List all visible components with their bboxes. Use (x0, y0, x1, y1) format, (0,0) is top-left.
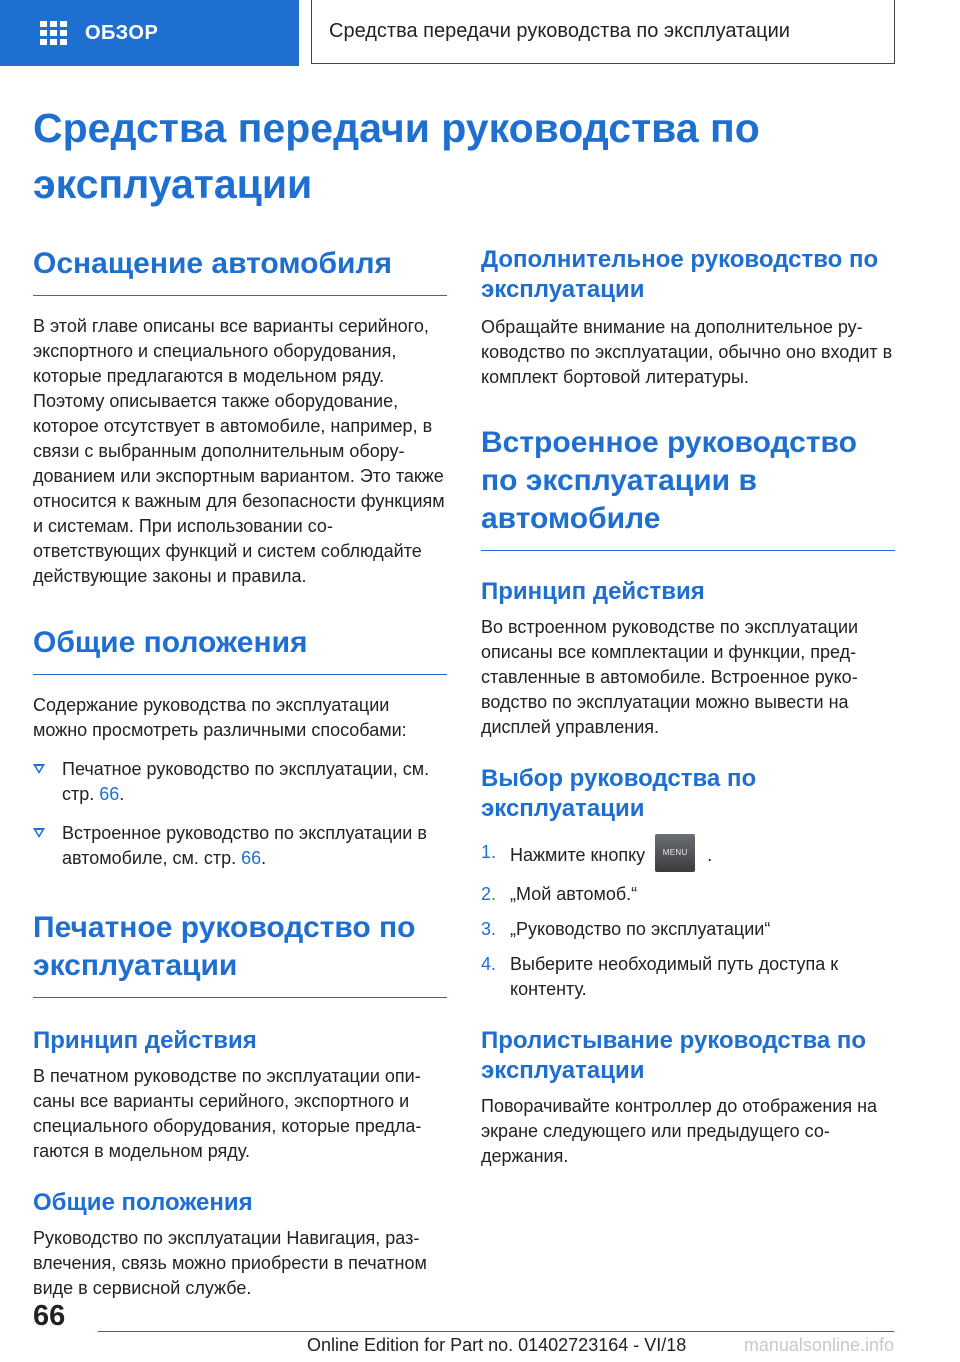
page-title: Средства передачи руководства по эксплуатации (33, 105, 760, 207)
paragraph-scroll-manual: Поворачивайте контроллер до отображения на экране следующего или предыдущего содержания. (481, 1096, 878, 1166)
step-item (481, 882, 895, 907)
heading-general-2: Общие положения (33, 1189, 253, 1216)
paragraph-principle-right: Во встроенном руководстве по эксплуатации описаны все комплектации и функции, представленные в автомобиле. Встроенное руководство по эксплуатации можно вывести на дисплей управления. (481, 617, 859, 737)
heading-principle-right: Принцип действия (481, 578, 705, 605)
heading-scroll-manual: Пролистывание руководства по эксплуатации (481, 1027, 867, 1084)
bullet-text: Печатное руководство по эксплуатации, см. стр. (62, 759, 430, 804)
footer-edition: Online Edition for Part no. 01402723164 - VI/18 (307, 1335, 687, 1355)
step-suffix: . (707, 844, 713, 865)
step-item (481, 840, 895, 872)
heading-integrated-manual: Встроенное руководство по эксплуатации в автомобиле (481, 424, 895, 551)
paragraph-general-2: Руководство по эксплуатации Навигация, развлечения, связь можно приобрести в печатном виде в сервисной службе. (33, 1228, 427, 1298)
steps-list (481, 840, 895, 1002)
step-number: 4. (481, 954, 497, 974)
paragraph-principle: В печатном руководстве по эксплуатации описаны все варианты серийного, экспортного и специального оборудования, которые предлагаются в модельном ряду. (33, 1066, 422, 1161)
overview-tab-label: ОБЗОР (85, 21, 159, 44)
heading-principle: Принцип действия (33, 1027, 257, 1054)
step-number: 3. (481, 919, 497, 939)
step-item (481, 952, 895, 1002)
triangle-bullet-icon (33, 764, 45, 774)
heading-printed-manual: Печатное руководство по эксплуатации (33, 909, 447, 998)
heading-general: Общие положения (33, 624, 447, 675)
paragraph-vehicle-equipment: В этой главе описаны все варианты серийного, экспортного и специального оборудования, которые предлагаются в модельном ряду. Поэтому описывается также оборудование, которое отсутствует в автомобиле, например, в связи с выбранным дополнительным оборудованием или экспортным вариантом. Это также относится к важным для безопасности функциям и системам. При использовании соответствующих функций и систем соблюдайте действующие законы и правила. (33, 316, 445, 586)
step-text: Нажмите кнопку (510, 844, 646, 865)
paragraph-general: Содержание руководства по эксплуатации можно просмотреть различными способами: (33, 695, 407, 740)
page-reference-link[interactable]: 66 (241, 848, 262, 868)
page-reference-link[interactable]: 66 (99, 784, 120, 804)
bullet-list (33, 757, 447, 871)
bullet-item (33, 757, 447, 807)
heading-vehicle-equipment: Оснащение автомобиля (33, 245, 447, 296)
step-text: „Руководство по эксплуатации“ (510, 919, 771, 939)
step-text: „Мой автомоб.“ (510, 884, 638, 904)
bullet-suffix: . (119, 784, 125, 804)
grid-menu-icon (40, 21, 67, 45)
heading-additional-manual: Дополнительное руководство по эксплуатации (481, 246, 879, 303)
bullet-item (33, 821, 447, 871)
bullet-suffix: . (261, 848, 267, 868)
overview-tab[interactable] (0, 0, 299, 66)
menu-button-icon: MENU (655, 834, 695, 872)
bullet-text: Встроенное руководство по эксплуатации в автомобиле, см. стр. (62, 823, 427, 868)
step-item (481, 917, 895, 942)
heading-select-manual: Выбор руководства по эксплуатации (481, 765, 757, 822)
step-number: 1. (481, 842, 497, 862)
paragraph-additional-manual: Обращайте внимание на дополнительное руководство по эксплуатации, обычно оно входит в комплект бортовой литературы. (481, 317, 893, 387)
step-number: 2. (481, 884, 497, 904)
right-column (481, 245, 895, 1169)
watermark: manualsonline.info (743, 1335, 894, 1355)
triangle-bullet-icon (33, 828, 45, 838)
header-section-title: Средства передачи руководства по эксплуатации (311, 0, 895, 64)
page-number: 66 (33, 1300, 66, 1332)
footer-divider (98, 1331, 894, 1332)
step-text: Выберите необходимый путь доступа к контенту. (510, 954, 839, 999)
left-column (33, 245, 447, 1301)
